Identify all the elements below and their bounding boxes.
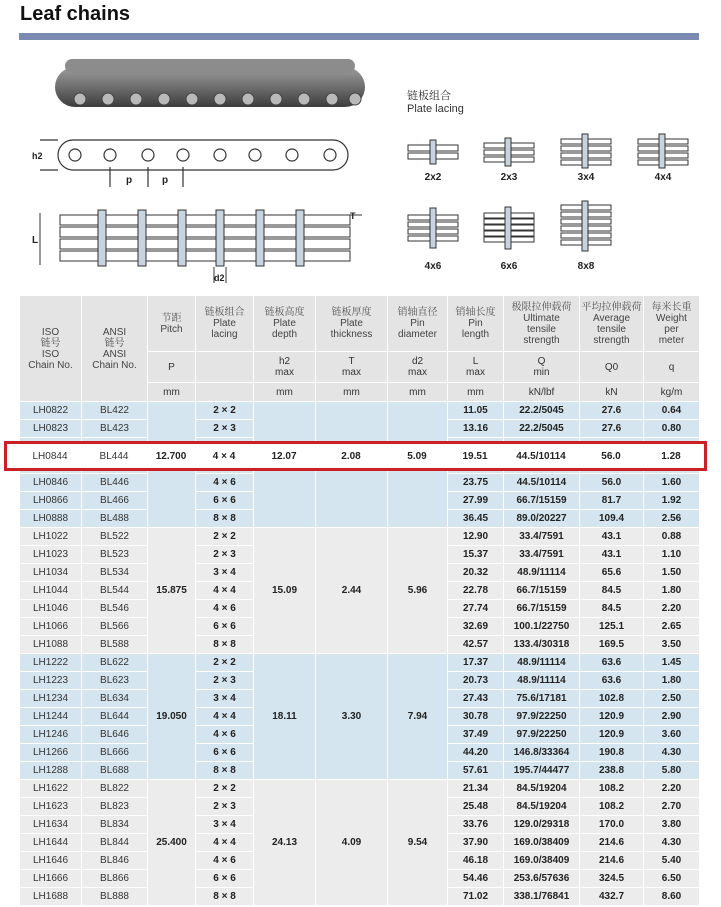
plate-lacing-icons	[408, 134, 688, 251]
ultimate-strength-value: 66.7/15159	[504, 582, 580, 600]
pin-length-value: 37.90	[448, 834, 504, 852]
weight-value: 0.64	[644, 402, 700, 420]
average-strength-value: 125.1	[580, 618, 644, 636]
plate-lacing-value: 2 × 2	[196, 528, 254, 546]
sym-pin-length: L max	[448, 352, 504, 383]
iso-chain-no: LH1023	[20, 546, 82, 564]
ansi-chain-no: BL623	[82, 672, 148, 690]
pin-diameter-value: 5.96	[388, 528, 448, 654]
plate-depth-value: 15.09	[254, 528, 316, 654]
ultimate-strength-value: 169.0/38409	[504, 852, 580, 870]
plate-lacing-value: 6 × 6	[196, 492, 254, 510]
header-iso: ISO 链号 ISO Chain No.	[20, 296, 82, 402]
weight-value: 0.88	[644, 528, 700, 546]
ultimate-strength-value: 33.4/7591	[504, 546, 580, 564]
ansi-chain-no: BL544	[82, 582, 148, 600]
ansi-chain-no: BL646	[82, 726, 148, 744]
iso-chain-no: LH1244	[20, 708, 82, 726]
unit-pitch: mm	[148, 383, 196, 402]
pin-length-value: 37.49	[448, 726, 504, 744]
plate-lacing-title-cn: 链板组合	[407, 90, 451, 102]
plate-lacing-value: 8 × 8	[196, 762, 254, 780]
weight-value: 5.40	[644, 852, 700, 870]
weight-value: 1.80	[644, 582, 700, 600]
iso-chain-no: LH1246	[20, 726, 82, 744]
average-strength-value: 190.8	[580, 744, 644, 762]
label-L: L	[32, 235, 39, 246]
plate-lacing-value: 2 × 3	[196, 546, 254, 564]
pin-length-value: 23.75	[448, 474, 504, 492]
iso-chain-no: LH1644	[20, 834, 82, 852]
ansi-chain-no: BL523	[82, 546, 148, 564]
ultimate-strength-value: 75.6/17181	[504, 690, 580, 708]
ultimate-strength-value: 84.5/19204	[504, 780, 580, 798]
ultimate-strength-value: 195.7/44477	[504, 762, 580, 780]
pin-length-value: 15.37	[448, 546, 504, 564]
sym-average: Q0	[580, 352, 644, 383]
header-lacing: 链板组合 Plate lacing	[196, 296, 254, 352]
iso-chain-no: LH0888	[20, 510, 82, 528]
plate-lacing-value: 4 × 6	[196, 726, 254, 744]
average-strength-value: 63.6	[580, 672, 644, 690]
pin-length-value: 54.46	[448, 870, 504, 888]
plate-lacing-value: 8 × 8	[196, 510, 254, 528]
highlight-box	[4, 441, 707, 471]
hl-pitch: 12.700	[155, 451, 187, 462]
pin-length-value: 21.34	[448, 780, 504, 798]
pin-diameter-value: 7.94	[388, 654, 448, 780]
pin-length-value: 71.02	[448, 888, 504, 906]
table-row	[20, 780, 700, 798]
pin-length-value: 20.32	[448, 564, 504, 582]
sym-ultimate: Q min	[504, 352, 580, 383]
pin-length-value: 36.45	[448, 510, 504, 528]
hl-ansi: BL444	[99, 451, 129, 462]
weight-value: 1.60	[644, 474, 700, 492]
plate-thickness-value: 2.44	[316, 528, 388, 654]
sym-lacing	[196, 352, 254, 383]
header-pin-length: 销轴长度 Pin length	[448, 296, 504, 352]
iso-chain-no: LH1234	[20, 690, 82, 708]
average-strength-value: 120.9	[580, 726, 644, 744]
unit-pin-length: mm	[448, 383, 504, 402]
average-strength-value: 56.0	[580, 474, 644, 492]
average-strength-value: 81.7	[580, 492, 644, 510]
plate-lacing-value: 2 × 3	[196, 798, 254, 816]
iso-chain-no: LH1046	[20, 600, 82, 618]
title-underline	[19, 33, 699, 40]
average-strength-value: 169.5	[580, 636, 644, 654]
pin-length-value: 33.76	[448, 816, 504, 834]
ultimate-strength-value: 66.7/15159	[504, 492, 580, 510]
iso-chain-no: LH1666	[20, 870, 82, 888]
chain-side-view	[40, 140, 348, 187]
plate-lacing-value: 4 × 4	[196, 834, 254, 852]
pin-length-value: 22.78	[448, 582, 504, 600]
weight-value: 2.56	[644, 510, 700, 528]
plate-lacing-value: 8 × 8	[196, 888, 254, 906]
iso-chain-no: LH0846	[20, 474, 82, 492]
average-strength-value: 102.8	[580, 690, 644, 708]
ansi-chain-no: BL634	[82, 690, 148, 708]
weight-value: 2.20	[644, 780, 700, 798]
leaf-chain-spec-table	[19, 295, 700, 906]
header-depth: 链板高度 Plate depth	[254, 296, 316, 352]
table-row	[20, 402, 700, 420]
iso-chain-no: LH1088	[20, 636, 82, 654]
ansi-chain-no: BL666	[82, 744, 148, 762]
iso-chain-no: LH1646	[20, 852, 82, 870]
plate-depth-value: 18.11	[254, 654, 316, 780]
average-strength-value: 43.1	[580, 546, 644, 564]
ultimate-strength-value: 48.9/11114	[504, 672, 580, 690]
ultimate-strength-value: 89.0/20227	[504, 510, 580, 528]
pin-length-value: 17.37	[448, 654, 504, 672]
ansi-chain-no: BL844	[82, 834, 148, 852]
ultimate-strength-value: 97.9/22250	[504, 726, 580, 744]
ansi-chain-no: BL846	[82, 852, 148, 870]
weight-value: 2.65	[644, 618, 700, 636]
ansi-chain-no: BL688	[82, 762, 148, 780]
average-strength-value: 324.5	[580, 870, 644, 888]
pin-length-value: 12.90	[448, 528, 504, 546]
pin-length-value: 20.73	[448, 672, 504, 690]
header-pin-diameter: 销轴直径 Pin diameter	[388, 296, 448, 352]
iso-chain-no: LH1066	[20, 618, 82, 636]
weight-value: 8.60	[644, 888, 700, 906]
ansi-chain-no: BL834	[82, 816, 148, 834]
iso-chain-no: LH1623	[20, 798, 82, 816]
hl-ult: 44.5/10114	[516, 451, 566, 462]
chain-photo	[55, 59, 365, 107]
hl-weight: 1.28	[661, 451, 681, 462]
table-row	[20, 654, 700, 672]
label-p1: p	[126, 175, 133, 186]
hl-avg: 56.0	[601, 451, 621, 462]
lacing-label: 2x3	[500, 172, 518, 183]
ultimate-strength-value: 133.4/30318	[504, 636, 580, 654]
average-strength-value: 63.6	[580, 654, 644, 672]
iso-chain-no: LH1044	[20, 582, 82, 600]
ultimate-strength-value: 338.1/76841	[504, 888, 580, 906]
iso-chain-no: LH1223	[20, 672, 82, 690]
pin-length-value: 30.78	[448, 708, 504, 726]
hl-depth: 12.07	[271, 451, 297, 462]
weight-value: 2.90	[644, 708, 700, 726]
ansi-chain-no: BL546	[82, 600, 148, 618]
pitch-value: 15.875	[148, 528, 196, 654]
label-p2: p	[162, 175, 169, 186]
lacing-label: 2x2	[424, 172, 442, 183]
average-strength-value: 120.9	[580, 708, 644, 726]
ansi-chain-no: BL622	[82, 654, 148, 672]
hl-pin-l: 19.51	[462, 451, 488, 462]
plate-lacing-value: 2 × 3	[196, 420, 254, 438]
pin-length-value: 13.16	[448, 420, 504, 438]
weight-value: 2.50	[644, 690, 700, 708]
table-row	[20, 528, 700, 546]
ultimate-strength-value: 44.5/10114	[504, 474, 580, 492]
plate-lacing-value: 6 × 6	[196, 744, 254, 762]
label-d2: d2	[214, 273, 225, 283]
hl-iso: LH0844	[32, 451, 68, 462]
weight-value: 1.92	[644, 492, 700, 510]
header-ultimate: 极限拉伸载荷 Ultimate tensile strength	[504, 296, 580, 352]
plate-lacing-value: 3 × 4	[196, 690, 254, 708]
pin-length-value: 57.61	[448, 762, 504, 780]
plate-lacing-value: 4 × 4	[196, 708, 254, 726]
average-strength-value: 109.4	[580, 510, 644, 528]
sym-weight: q	[644, 352, 700, 383]
plate-lacing-value: 4 × 6	[196, 474, 254, 492]
hl-thickness: 2.08	[341, 451, 361, 462]
pin-length-value: 42.57	[448, 636, 504, 654]
ultimate-strength-value: 253.6/57636	[504, 870, 580, 888]
weight-value: 4.30	[644, 744, 700, 762]
plate-lacing-value: 3 × 4	[196, 564, 254, 582]
pin-length-value: 27.99	[448, 492, 504, 510]
chain-top-view	[40, 210, 362, 283]
sym-pitch: P	[148, 352, 196, 383]
plate-lacing-value: 2 × 2	[196, 654, 254, 672]
weight-value: 1.80	[644, 672, 700, 690]
label-h2: h2	[32, 151, 43, 161]
header-weight: 每米长重 Weight per meter	[644, 296, 700, 352]
weight-value: 3.50	[644, 636, 700, 654]
lacing-label: 6x6	[500, 261, 518, 272]
lacing-label: 8x8	[577, 261, 595, 272]
plate-lacing-title	[407, 90, 464, 116]
sym-thickness: T max	[316, 352, 388, 383]
plate-lacing-value: 4 × 6	[196, 852, 254, 870]
ansi-chain-no: BL466	[82, 492, 148, 510]
average-strength-value: 108.2	[580, 798, 644, 816]
ansi-chain-no: BL423	[82, 420, 148, 438]
weight-value: 3.60	[644, 726, 700, 744]
average-strength-value: 170.0	[580, 816, 644, 834]
weight-value: 5.80	[644, 762, 700, 780]
header-average: 平均拉伸载荷 Average tensile strength	[580, 296, 644, 352]
unit-depth: mm	[254, 383, 316, 402]
iso-chain-no: LH1022	[20, 528, 82, 546]
iso-chain-no: LH1688	[20, 888, 82, 906]
ansi-chain-no: BL488	[82, 510, 148, 528]
chain-diagram	[0, 55, 721, 295]
sym-depth: h2 max	[254, 352, 316, 383]
ultimate-strength-value: 169.0/38409	[504, 834, 580, 852]
average-strength-value: 108.2	[580, 780, 644, 798]
average-strength-value: 84.5	[580, 600, 644, 618]
plate-lacing-value: 2 × 2	[196, 780, 254, 798]
plate-lacing-value: 3 × 4	[196, 816, 254, 834]
plate-lacing-title-en: Plate lacing	[407, 103, 464, 115]
lacing-label: 4x6	[424, 261, 442, 272]
plate-lacing-value: 8 × 8	[196, 636, 254, 654]
lacing-label: 3x4	[577, 172, 595, 183]
unit-ultimate: kN/lbf	[504, 383, 580, 402]
weight-value: 2.70	[644, 798, 700, 816]
sym-pin-diameter: d2 max	[388, 352, 448, 383]
iso-chain-no: LH1266	[20, 744, 82, 762]
label-T: T	[350, 211, 356, 221]
weight-value: 1.10	[644, 546, 700, 564]
pin-length-value: 25.48	[448, 798, 504, 816]
pitch-value: 25.400	[148, 780, 196, 906]
average-strength-value: 84.5	[580, 582, 644, 600]
ultimate-strength-value: 66.7/15159	[504, 600, 580, 618]
average-strength-value: 214.6	[580, 852, 644, 870]
average-strength-value: 43.1	[580, 528, 644, 546]
plate-thickness-value: 3.30	[316, 654, 388, 780]
pin-length-value: 44.20	[448, 744, 504, 762]
pin-length-value: 11.05	[448, 402, 504, 420]
plate-lacing-value: 2 × 3	[196, 672, 254, 690]
ansi-chain-no: BL566	[82, 618, 148, 636]
weight-value: 6.50	[644, 870, 700, 888]
ultimate-strength-value: 48.9/11114	[504, 654, 580, 672]
spec-table-body	[20, 402, 700, 906]
ansi-chain-no: BL823	[82, 798, 148, 816]
plate-lacing-value: 4 × 4	[196, 582, 254, 600]
plate-thickness-value: 4.09	[316, 780, 388, 906]
plate-lacing-value: 2 × 2	[196, 402, 254, 420]
page-title: Leaf chains	[20, 3, 131, 25]
iso-chain-no: LH1634	[20, 816, 82, 834]
weight-value: 2.20	[644, 600, 700, 618]
average-strength-value: 65.6	[580, 564, 644, 582]
pitch-value: 19.050	[148, 654, 196, 780]
weight-value: 1.45	[644, 654, 700, 672]
ansi-chain-no: BL644	[82, 708, 148, 726]
ultimate-strength-value: 22.2/5045	[504, 420, 580, 438]
header-ansi: ANSI 链号 ANSI Chain No.	[82, 296, 148, 402]
pin-length-value: 46.18	[448, 852, 504, 870]
ultimate-strength-value: 100.1/22750	[504, 618, 580, 636]
pin-length-value: 32.69	[448, 618, 504, 636]
ultimate-strength-value: 48.9/11114	[504, 564, 580, 582]
pin-length-value: 27.43	[448, 690, 504, 708]
plate-depth-value: 24.13	[254, 780, 316, 906]
weight-value: 0.80	[644, 420, 700, 438]
iso-chain-no: LH1034	[20, 564, 82, 582]
ansi-chain-no: BL866	[82, 870, 148, 888]
plate-lacing-value: 6 × 6	[196, 618, 254, 636]
ansi-chain-no: BL534	[82, 564, 148, 582]
average-strength-value: 238.8	[580, 762, 644, 780]
ansi-chain-no: BL446	[82, 474, 148, 492]
lacing-label: 4x4	[654, 172, 672, 183]
unit-lacing	[196, 383, 254, 402]
ultimate-strength-value: 33.4/7591	[504, 528, 580, 546]
iso-chain-no: LH0822	[20, 402, 82, 420]
ultimate-strength-value: 22.2/5045	[504, 402, 580, 420]
pin-length-value: 27.74	[448, 600, 504, 618]
ansi-chain-no: BL888	[82, 888, 148, 906]
iso-chain-no: LH0866	[20, 492, 82, 510]
hl-pin-d: 5.09	[407, 451, 427, 462]
iso-chain-no: LH1222	[20, 654, 82, 672]
ultimate-strength-value: 146.8/33364	[504, 744, 580, 762]
iso-chain-no: LH0823	[20, 420, 82, 438]
ultimate-strength-value: 129.0/29318	[504, 816, 580, 834]
ansi-chain-no: BL822	[82, 780, 148, 798]
ultimate-strength-value: 84.5/19204	[504, 798, 580, 816]
average-strength-value: 27.6	[580, 402, 644, 420]
iso-chain-no: LH1622	[20, 780, 82, 798]
ansi-chain-no: BL422	[82, 402, 148, 420]
weight-value: 4.30	[644, 834, 700, 852]
pin-diameter-value: 9.54	[388, 780, 448, 906]
unit-weight: kg/m	[644, 383, 700, 402]
weight-value: 1.50	[644, 564, 700, 582]
weight-value: 3.80	[644, 816, 700, 834]
plate-lacing-value: 4 × 6	[196, 600, 254, 618]
header-thickness: 链板厚度 Plate thickness	[316, 296, 388, 352]
header-pitch: 节距 Pitch	[148, 296, 196, 352]
ansi-chain-no: BL588	[82, 636, 148, 654]
unit-pin-diameter: mm	[388, 383, 448, 402]
hl-lacing: 4 × 4	[212, 451, 236, 462]
average-strength-value: 432.7	[580, 888, 644, 906]
average-strength-value: 214.6	[580, 834, 644, 852]
plate-lacing-value: 6 × 6	[196, 870, 254, 888]
ultimate-strength-value: 97.9/22250	[504, 708, 580, 726]
average-strength-value: 27.6	[580, 420, 644, 438]
iso-chain-no: LH1288	[20, 762, 82, 780]
ansi-chain-no: BL522	[82, 528, 148, 546]
unit-thickness: mm	[316, 383, 388, 402]
unit-average: kN	[580, 383, 644, 402]
